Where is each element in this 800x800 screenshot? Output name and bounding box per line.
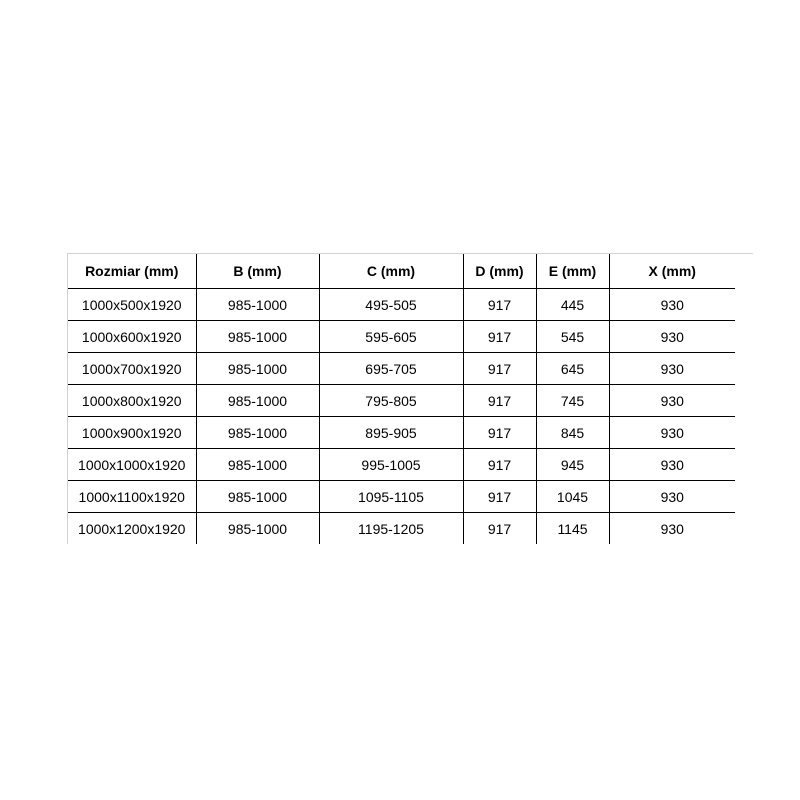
table-cell: 745 xyxy=(536,385,609,417)
table-cell: 545 xyxy=(536,321,609,353)
table-cell: 1095-1105 xyxy=(319,481,463,513)
column-header-x: X (mm) xyxy=(609,254,735,289)
table-row xyxy=(68,321,735,353)
table-cell: 985-1000 xyxy=(196,385,319,417)
table-cell: 930 xyxy=(609,449,735,481)
table-cell: 917 xyxy=(463,385,536,417)
table-row xyxy=(68,289,735,321)
table-cell: 917 xyxy=(463,353,536,385)
column-header-e: E (mm) xyxy=(536,254,609,289)
table-cell: 930 xyxy=(609,417,735,449)
table-cell: 917 xyxy=(463,481,536,513)
table-cell: 845 xyxy=(536,417,609,449)
table-cell: 985-1000 xyxy=(196,417,319,449)
table-cell: 985-1000 xyxy=(196,449,319,481)
table-cell: 595-605 xyxy=(319,321,463,353)
table-cell: 1000x900x1920 xyxy=(68,417,196,449)
column-header-b: B (mm) xyxy=(196,254,319,289)
table-cell: 930 xyxy=(609,353,735,385)
table-row xyxy=(68,385,735,417)
table-cell: 1000x1000x1920 xyxy=(68,449,196,481)
table-cell: 930 xyxy=(609,321,735,353)
table-cell: 1195-1205 xyxy=(319,513,463,545)
table-cell: 917 xyxy=(463,321,536,353)
table-cell: 1000x800x1920 xyxy=(68,385,196,417)
table-cell: 645 xyxy=(536,353,609,385)
table-cell: 1000x1200x1920 xyxy=(68,513,196,545)
table-body xyxy=(68,289,735,545)
header-row xyxy=(68,254,735,289)
column-header-d: D (mm) xyxy=(463,254,536,289)
table-cell: 985-1000 xyxy=(196,289,319,321)
table-cell: 930 xyxy=(609,289,735,321)
table-cell: 985-1000 xyxy=(196,513,319,545)
table-cell: 445 xyxy=(536,289,609,321)
table-cell: 1000x1100x1920 xyxy=(68,481,196,513)
table-cell: 995-1005 xyxy=(319,449,463,481)
table-cell: 917 xyxy=(463,417,536,449)
table-cell: 930 xyxy=(660,520,684,537)
table-cell: 695-705 xyxy=(319,353,463,385)
column-header-rozmiar: Rozmiar (mm) xyxy=(68,254,196,289)
table-cell: 495-505 xyxy=(319,289,463,321)
table-cell: 1145 xyxy=(536,513,609,545)
table-row xyxy=(68,353,735,385)
table-cell: 985-1000 xyxy=(196,321,319,353)
table-cell: 930 xyxy=(609,481,735,513)
table-cell: 1000x500x1920 xyxy=(68,289,196,321)
table-cell: 1000x700x1920 xyxy=(68,353,196,385)
size-spec-table xyxy=(68,254,735,544)
table-header xyxy=(68,254,735,289)
table-cell: 985-1000 xyxy=(196,481,319,513)
column-header-c: C (mm) xyxy=(319,254,463,289)
table-cell: 895-905 xyxy=(319,417,463,449)
table-cell: 945 xyxy=(536,449,609,481)
size-table-container xyxy=(67,253,753,544)
table-row xyxy=(68,481,735,513)
table-row xyxy=(68,417,735,449)
table-cell: 930 xyxy=(609,385,735,417)
table-cell: 1000x600x1920 xyxy=(68,321,196,353)
table-cell: 985-1000 xyxy=(196,353,319,385)
table-cell: 1045 xyxy=(536,481,609,513)
table-cell: 795-805 xyxy=(319,385,463,417)
table-cell: 917 xyxy=(463,513,536,545)
table-row xyxy=(68,513,735,545)
table-row xyxy=(68,449,735,481)
table-cell: 917 xyxy=(463,289,536,321)
table-cell: 917 xyxy=(463,449,536,481)
